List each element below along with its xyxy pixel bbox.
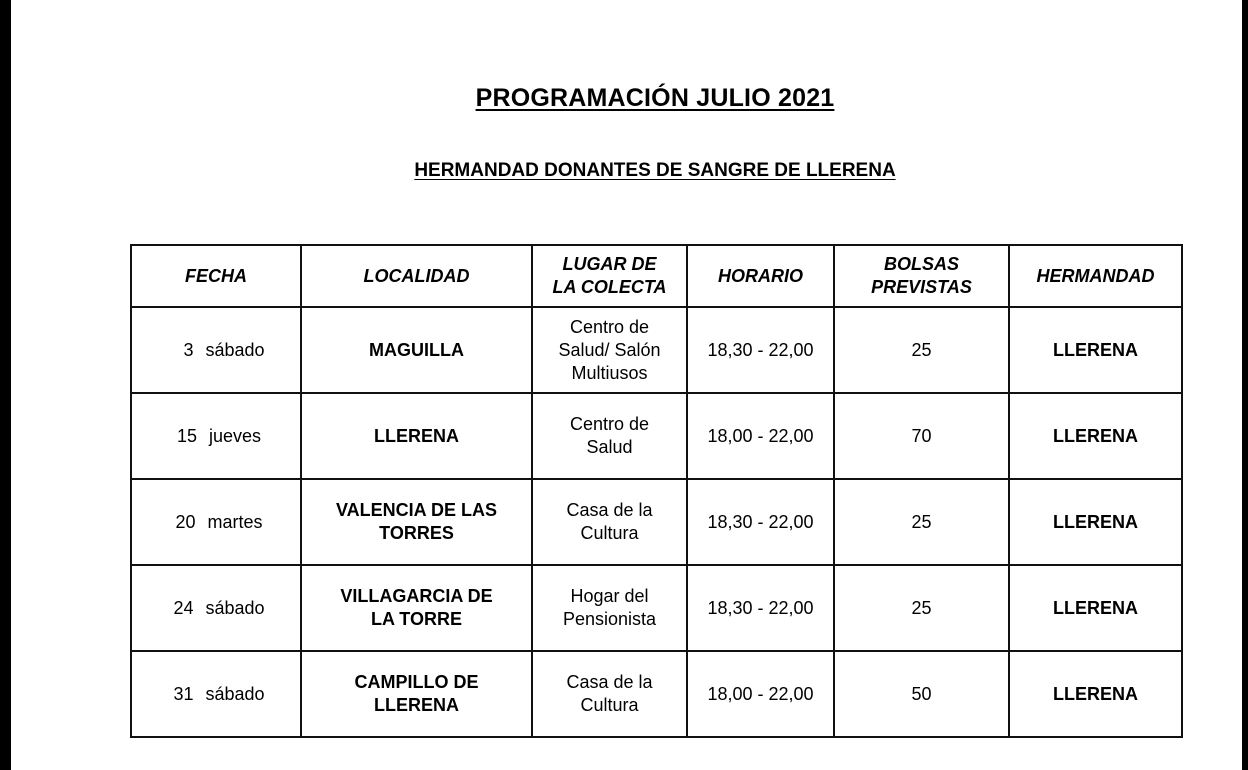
cut-off-footer-text xyxy=(215,763,355,770)
header-fecha: FECHA xyxy=(131,245,301,307)
fecha-weekday: martes xyxy=(207,511,263,532)
left-black-border xyxy=(0,0,11,770)
lugar-line: Hogar del xyxy=(570,586,649,606)
header-localidad: LOCALIDAD xyxy=(301,245,532,307)
localidad-line: CAMPILLO DE xyxy=(354,672,479,692)
localidad-line: LLERENA xyxy=(374,695,459,715)
cell-lugar xyxy=(532,393,687,479)
cell-fecha xyxy=(131,307,301,393)
cell-fecha xyxy=(131,651,301,737)
cell-bolsas: 25 xyxy=(834,565,1009,651)
cell-horario: 18,30 - 22,00 xyxy=(687,565,834,651)
cell-bolsas: 25 xyxy=(834,307,1009,393)
header-row xyxy=(131,245,1182,307)
cell-lugar xyxy=(532,479,687,565)
schedule-table-header xyxy=(131,245,1182,307)
lugar-line: Casa de la xyxy=(566,672,653,692)
cell-bolsas: 25 xyxy=(834,479,1009,565)
localidad-line: VALENCIA DE LAS xyxy=(335,500,497,520)
lugar-line: Centro de xyxy=(569,414,650,434)
document-title: PROGRAMACIÓN JULIO 2021 xyxy=(475,84,835,112)
lugar-line: Salud xyxy=(586,437,633,457)
fecha-weekday: sábado xyxy=(205,683,265,704)
localidad-line: VILLAGARCIA DE xyxy=(340,586,493,606)
header-lugar-line1: LUGAR DE xyxy=(562,254,657,274)
cell-fecha xyxy=(131,393,301,479)
table-row xyxy=(131,393,1182,479)
fecha-weekday: sábado xyxy=(205,597,265,618)
cell-hermandad: LLERENA xyxy=(1009,393,1182,479)
fecha-day: 3 xyxy=(183,339,194,360)
cell-localidad xyxy=(301,479,532,565)
header-bolsas xyxy=(834,245,1009,307)
right-black-border xyxy=(1242,0,1248,770)
table-row xyxy=(131,479,1182,565)
fecha-weekday: jueves xyxy=(208,425,262,446)
lugar-line: Multiusos xyxy=(571,362,648,383)
cell-hermandad: LLERENA xyxy=(1009,651,1182,737)
fecha-day: 15 xyxy=(176,425,197,446)
fecha-day: 20 xyxy=(175,511,196,532)
cell-localidad xyxy=(301,651,532,737)
lugar-line: Cultura xyxy=(580,523,639,543)
cell-hermandad: LLERENA xyxy=(1009,565,1182,651)
table-row xyxy=(131,565,1182,651)
fecha-day: 31 xyxy=(173,683,194,704)
localidad-line: TORRES xyxy=(379,523,454,543)
cell-horario: 18,30 - 22,00 xyxy=(687,479,834,565)
cell-bolsas: 70 xyxy=(834,393,1009,479)
header-hermandad: HERMANDAD xyxy=(1009,245,1182,307)
cell-lugar xyxy=(532,565,687,651)
fecha-weekday: sábado xyxy=(205,339,265,360)
schedule-table-body xyxy=(131,307,1182,737)
lugar-line: Centro de xyxy=(569,316,650,337)
table-row xyxy=(131,651,1182,737)
fecha-day: 24 xyxy=(173,597,194,618)
localidad-line: LLERENA xyxy=(374,425,459,446)
cell-lugar xyxy=(532,651,687,737)
header-lugar-line2: LA COLECTA xyxy=(552,277,667,297)
cell-hermandad: LLERENA xyxy=(1009,479,1182,565)
header-bolsas-line1: BOLSAS xyxy=(883,254,959,274)
lugar-line: Cultura xyxy=(580,695,639,715)
table-row xyxy=(131,307,1182,393)
header-horario: HORARIO xyxy=(687,245,834,307)
cell-horario: 18,00 - 22,00 xyxy=(687,651,834,737)
localidad-line: LA TORRE xyxy=(370,609,462,629)
localidad-line: MAGUILLA xyxy=(369,339,464,360)
header-lugar xyxy=(532,245,687,307)
cell-horario: 18,30 - 22,00 xyxy=(687,307,834,393)
schedule-table xyxy=(130,244,1183,738)
cell-fecha xyxy=(131,565,301,651)
cell-localidad xyxy=(301,307,532,393)
document-subtitle: HERMANDAD DONANTES DE SANGRE DE LLERENA xyxy=(414,160,896,181)
lugar-line: Casa de la xyxy=(566,500,653,520)
cell-bolsas: 50 xyxy=(834,651,1009,737)
cell-fecha xyxy=(131,479,301,565)
cell-localidad xyxy=(301,565,532,651)
cell-lugar xyxy=(532,307,687,393)
header-bolsas-line2: PREVISTAS xyxy=(871,277,972,297)
lugar-line: Pensionista xyxy=(562,609,657,629)
cell-horario: 18,00 - 22,00 xyxy=(687,393,834,479)
cell-hermandad: LLERENA xyxy=(1009,307,1182,393)
cell-localidad xyxy=(301,393,532,479)
lugar-line: Salud/ Salón xyxy=(558,339,661,360)
